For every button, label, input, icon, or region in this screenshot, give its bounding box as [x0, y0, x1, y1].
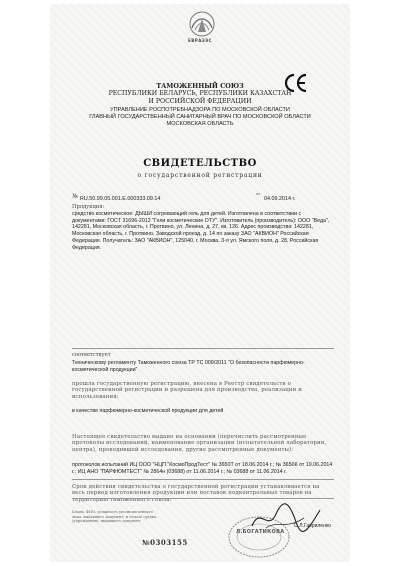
registration-statement: прошла государственную регистрацию, внесена в Реестр свидетельств о государственной регистрации и разрешена для производства, реализации и использования:	[72, 381, 303, 400]
divider	[72, 498, 334, 499]
union-federation-line: И РОССИЙСКОЙ ФЕДЕРАЦИИ	[148, 98, 252, 105]
product-label: Продукция:	[72, 204, 105, 210]
form-serial-number: №0303155	[142, 538, 188, 547]
signer-name: О.Л.Гавриленко	[294, 523, 331, 529]
authority-line-3: МОСКОВСКАЯ ОБЛАСТЬ	[166, 121, 234, 127]
union-republics-line: РЕСПУБЛИКИ БЕЛАРУСЬ, РЕСПУБЛИКИ КАЗАХСТАН	[108, 90, 292, 97]
stamp-text: Л.БОГАТИКОВА	[236, 529, 285, 535]
basis-protocols: протоколов испытаний ИЦ ООО "НЦП "КосмоПродТест" № 3650Т от 18.06.2014 г.; № 3650К от 19.06.2014 г.; ИЦ АНО "ПАРФЮМТЕСТ" № 2864н (03688) от 11.06.2014 г.; № 03688 от 11.06.2014 г.	[72, 462, 333, 475]
certificate-number: RU.50.99.05.001.Е.000333.09.14	[80, 196, 161, 202]
union-title: ТАМОЖЕННЫЙ СОЮЗ	[156, 82, 244, 90]
authority-line-2: ГЛАВНЫЙ ГОСУДАРСТВЕННЫЙ САНИТАРНЫЙ ВРАЧ ПО МОСКОВСКОЙ ОБЛАСТИ	[89, 114, 311, 120]
divider	[72, 348, 334, 349]
divider	[72, 479, 334, 480]
signature-mark	[246, 502, 326, 534]
emblem-label: ЕВРАЗЭС	[187, 38, 213, 43]
certificate-subtitle: о государственной регистрации	[137, 172, 263, 179]
number-symbol: №	[72, 193, 78, 200]
certificate-date: 04.09.2014 г.	[264, 196, 296, 202]
validity-statement: Срок действия свидетельства о государственной регистрации устанавливается на весь период изготовления продукции или поставок подконтрольных товаров на территорию таможенного союза.	[72, 484, 320, 503]
complies-regulation: Техническому регламенту Таможенного союза ТР ТС 009/2011 "О безопасности парфюмерно-косметической продукции"	[72, 360, 305, 373]
eurasec-emblem-icon	[186, 10, 218, 40]
authority-line-1: УПРАВЛЕНИЕ РОСПОТРЕБНАДЗОРА ПО МОСКОВСКОЙ ОБЛАСТИ	[110, 107, 290, 113]
basis-statement: Настоящее свидетельство выдано на основании (перечислить рассмотренные протоколы исследований, наименование организации (испытательной лаборатории, центра), проводившей исследования, другие рассмотренные документы):	[72, 434, 327, 453]
complies-label: соответствует	[72, 352, 111, 358]
certificate-sheet	[50, 4, 350, 562]
registration-purpose: в качестве парфюмерно-косметической продукции для детей	[72, 408, 224, 414]
certificate-title: СВИДЕТЕЛЬСТВО	[143, 158, 257, 169]
footer-note: Бланк, ФИО, должность уполномоченного лица, выдавшего документ, и печать органа (учреждения), выдавшего документ	[72, 510, 157, 524]
date-prefix: от	[256, 192, 261, 196]
product-description: средство косметическое: ДЫШИ согревающий гель для детей. Изготовлена в соответствии с документами: ГОСТ 31696-2012 "Гели косметические ОТУ". Изготовитель (производитель): ООО "Веда", 142281, Московская область, г. Протвино, ул. Ленина, д. 27, кв. 126. Адрес производства: 142281, Московская область, г. Протвино, Заводской проезд, д. 14 по заказу ЗАО "АКВИОН" Российская Федерация. Получатель: ЗАО "АКВИОН", 125040, г. Москва, 3-я ул. Ямского поля, д. 28, Российская Федерация.	[72, 211, 330, 251]
